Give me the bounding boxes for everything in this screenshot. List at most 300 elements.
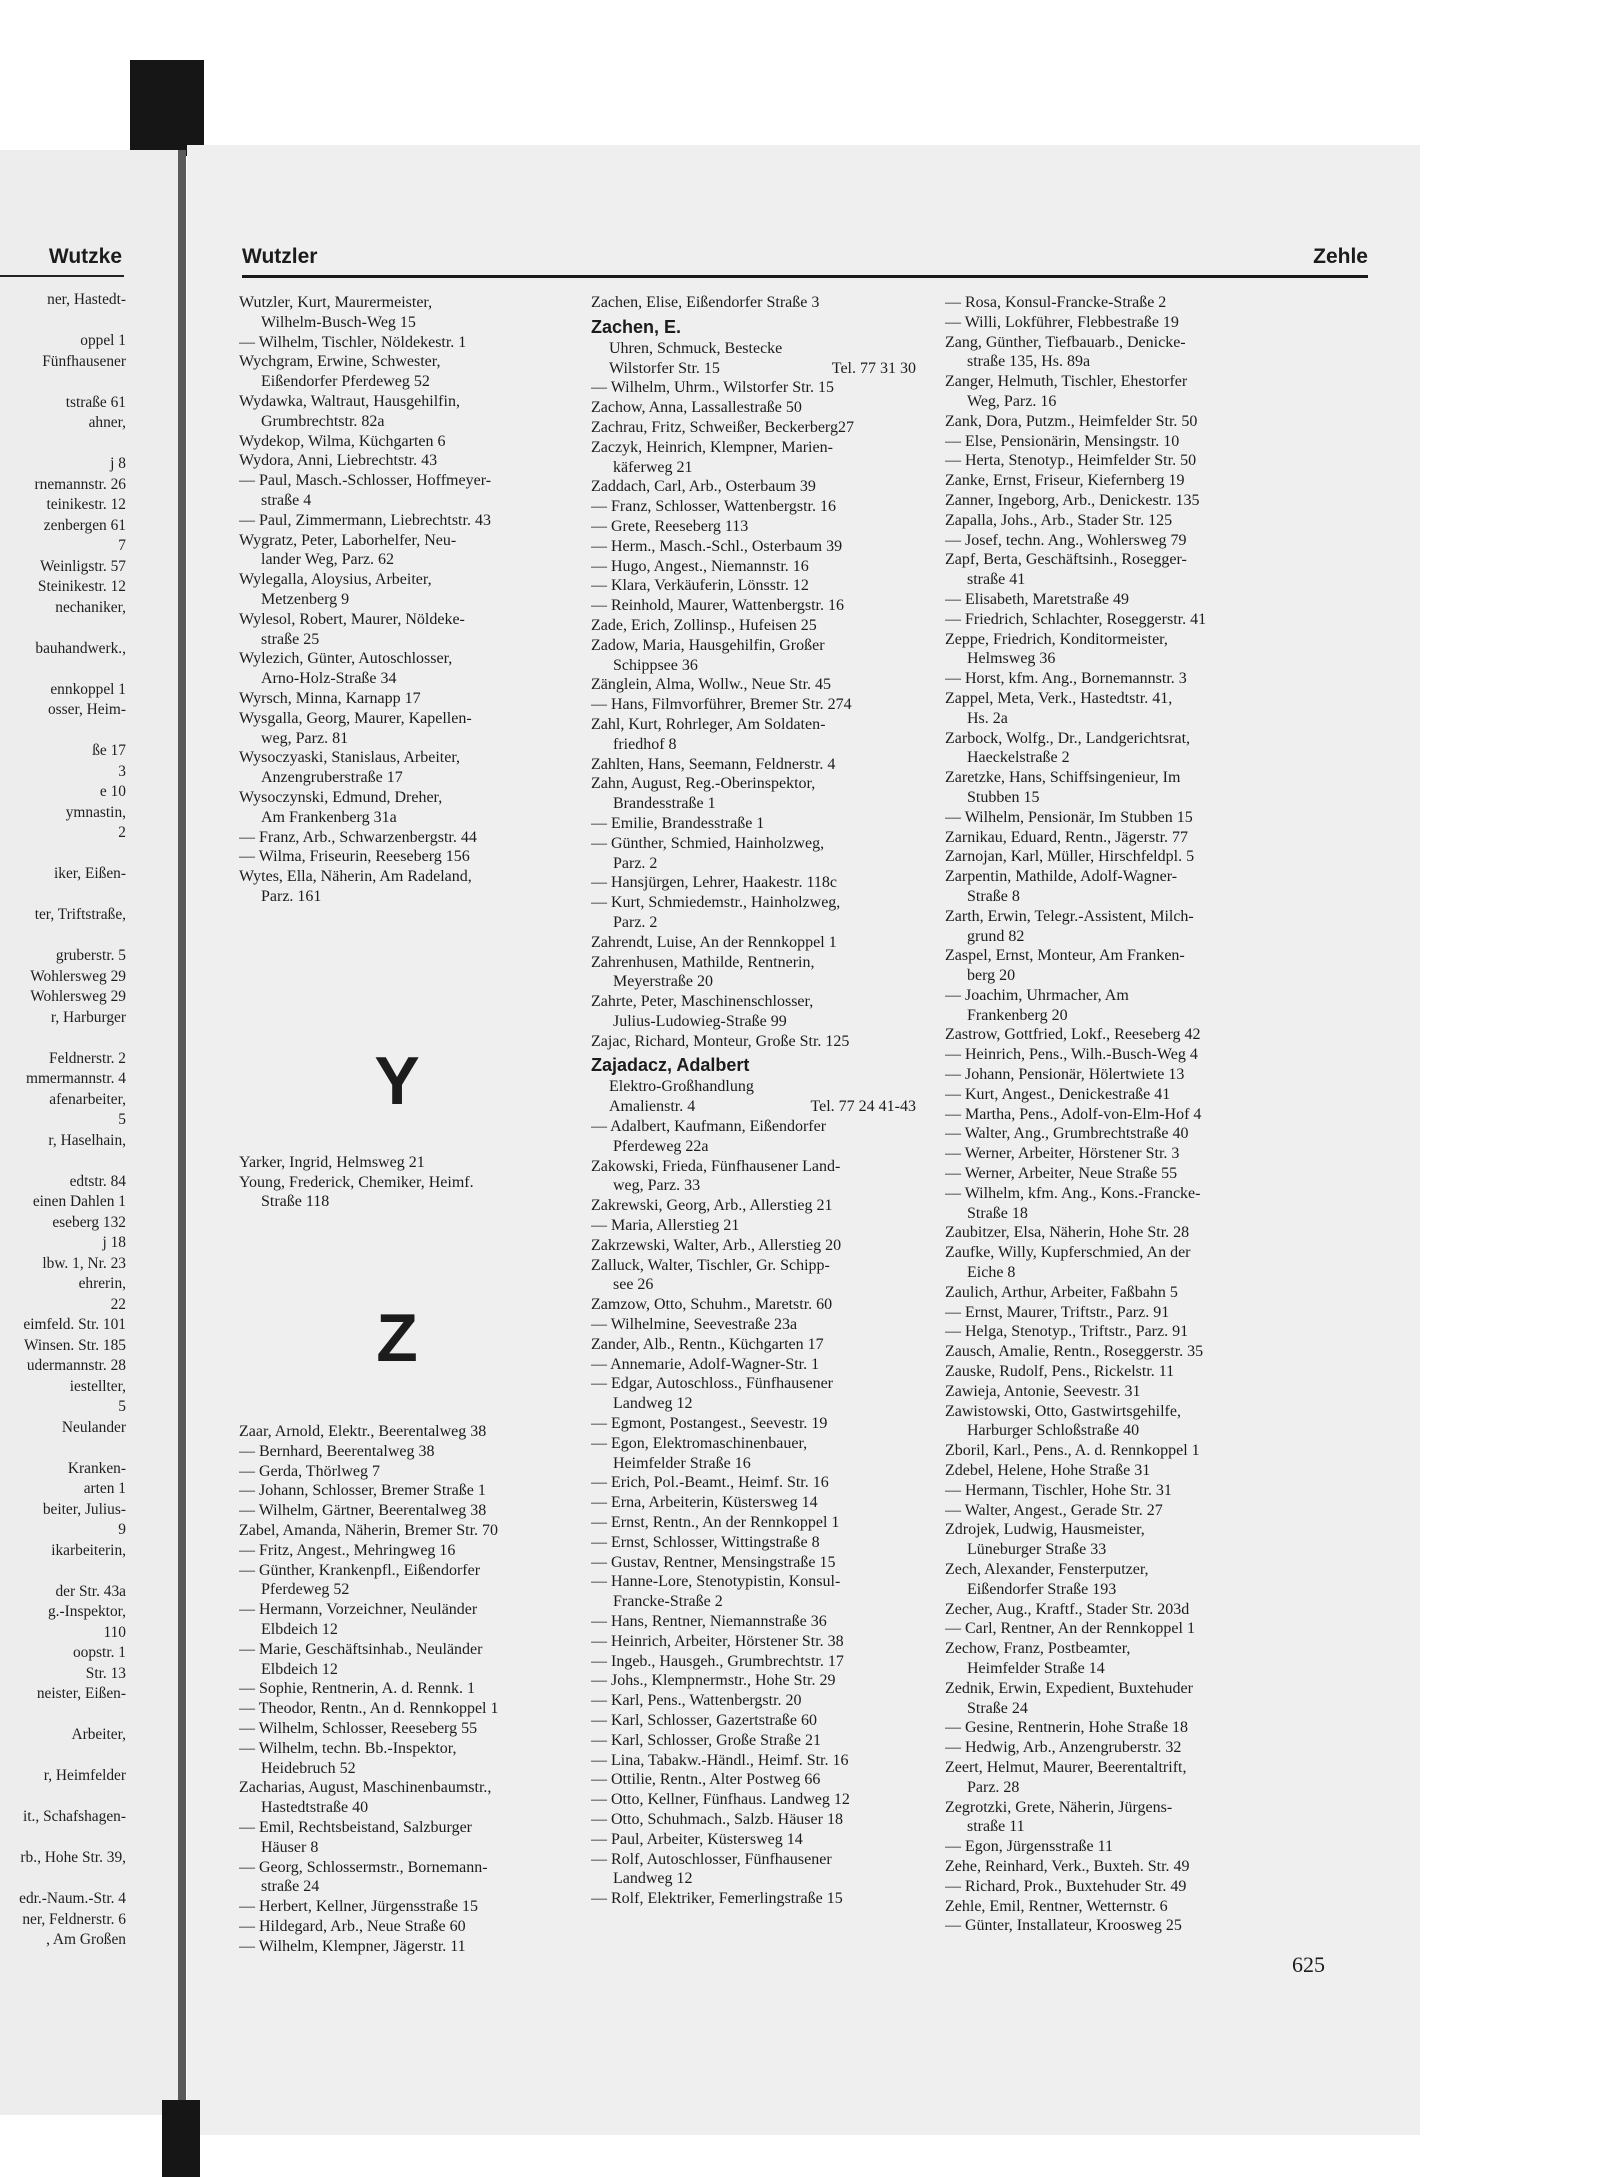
directory-entry: Zaretzke, Hans, Schiffsingenieur, Im (945, 769, 1181, 787)
left-page-strip (0, 150, 182, 2115)
left-page-line: ehrerin, (78, 1275, 126, 1292)
entry-continuation: weg, Parz. 81 (261, 729, 349, 747)
directory-entry: — Rolf, Autoschlosser, Fünfhausener (591, 1850, 832, 1868)
left-page-line: nechaniker, (55, 598, 126, 616)
directory-entry: — Richard, Prok., Buxtehuder Str. 49 (945, 1877, 1187, 1895)
company-name: Zachen, E. (591, 316, 682, 337)
left-page-line: rb., Hohe Str. 39, (20, 1849, 126, 1866)
entry-continuation: friedhof 8 (613, 735, 677, 753)
page-number: 625 (1292, 1952, 1325, 1977)
directory-entry: Zappel, Meta, Verk., Hastedtstr. 41, (945, 689, 1173, 707)
left-page-line: gruberstr. 5 (55, 947, 126, 964)
entry-continuation: Eißendorfer Straße 193 (967, 1580, 1117, 1598)
entry-continuation: Landweg 12 (613, 1395, 693, 1413)
directory-entry: Zahlten, Hans, Seemann, Feldnerstr. 4 (591, 755, 836, 773)
left-page-line (19, 1828, 126, 1849)
company-address: Wilstorfer Str. 15 (609, 359, 720, 377)
directory-entry: — Kurt, Angest., Denickestraße 41 (945, 1085, 1171, 1103)
directory-entry: — Herm., Masch.-Schl., Osterbaum 39 (591, 537, 843, 555)
entry-continuation: Straße 8 (967, 887, 1020, 905)
left-page-line: 9 (118, 1521, 126, 1538)
directory-entry: Wychgram, Erwine, Schwester, (239, 353, 441, 371)
left-page-line: ennkoppel 1 (50, 680, 126, 698)
directory-entry: — Rolf, Elektriker, Femerlingstraße 15 (591, 1890, 843, 1908)
entry-continuation: käferweg 21 (613, 458, 693, 476)
entry-continuation: straße 4 (261, 491, 312, 509)
entry-continuation: straße 41 (967, 571, 1026, 589)
directory-entry: — Wilhelm, kfm. Ang., Kons.-Francke- (945, 1184, 1201, 1202)
directory-entry: Zapalla, Johs., Arb., Stader Str. 125 (945, 511, 1173, 529)
directory-entry: — Wilhelm, techn. Bb.-Inspektor, (239, 1739, 457, 1757)
left-page-line: e 10 (99, 783, 126, 800)
left-page-line (19, 1028, 126, 1049)
left-page-line (19, 434, 126, 455)
left-page-line: ße 17 (92, 742, 126, 759)
left-page-line: 2 (118, 824, 126, 841)
column-1-entries-y (239, 1153, 569, 1212)
left-page-line: 3 (118, 762, 126, 780)
directory-entry: Wydora, Anni, Liebrechtstr. 43 (239, 452, 438, 470)
directory-entry: — Grete, Reeseberg 113 (591, 517, 749, 535)
left-page-line: 110 (103, 1623, 126, 1641)
column-1-entries-w (239, 293, 569, 907)
entry-continuation: Harburger Schloßstraße 40 (967, 1422, 1140, 1440)
left-page-line: udermannstr. 28 (26, 1357, 126, 1374)
directory-entry: Zaspel, Ernst, Monteur, Am Franken- (945, 947, 1185, 965)
left-page-rule (0, 275, 124, 277)
binding-tab-bottom (162, 2100, 200, 2177)
left-page-line: it., Schafshagen- (22, 1808, 126, 1825)
directory-entry: — Erich, Pol.-Beamt., Heimf. Str. 16 (591, 1474, 829, 1492)
directory-entry: Zastrow, Gottfried, Lokf., Reeseberg 42 (945, 1026, 1201, 1044)
entry-continuation: berg 20 (967, 967, 1016, 985)
directory-entry: Zahl, Kurt, Rohrleger, Am Soldaten- (591, 715, 826, 733)
entry-continuation: Julius-Ludowieg-Straße 99 (613, 1012, 787, 1030)
directory-entry: — Johann, Schlosser, Bremer Straße 1 (239, 1482, 486, 1500)
left-page-line (19, 1869, 126, 1890)
directory-entry: — Hermann, Vorzeichner, Neuländer (239, 1601, 478, 1619)
left-page-line: ymnastin, (65, 803, 126, 821)
left-page-line: rnemannstr. 26 (34, 475, 126, 493)
entry-continuation: Straße 118 (261, 1193, 330, 1211)
directory-entry: — Paul, Masch.-Schlosser, Hoffmeyer- (239, 472, 492, 490)
entry-continuation: Wilhelm-Busch-Weg 15 (261, 313, 416, 331)
directory-entry: — Wilhelm, Gärtner, Beerentalweg 38 (239, 1502, 487, 1520)
directory-entry: — Heinrich, Arbeiter, Hörstener Str. 38 (591, 1632, 844, 1650)
company-description: Uhren, Schmuck, Bestecke (609, 339, 783, 357)
entry-continuation: Hs. 2a (967, 709, 1008, 727)
left-page-line (19, 1438, 126, 1459)
directory-entry: Zehe, Reinhard, Verk., Buxteh. Str. 49 (945, 1857, 1190, 1875)
directory-entry: — Reinhold, Maurer, Wattenbergstr. 16 (591, 597, 844, 615)
directory-entry: Zalluck, Walter, Tischler, Gr. Schipp- (591, 1256, 830, 1274)
directory-entry: Wylesol, Robert, Maurer, Nöldeke- (239, 610, 465, 628)
directory-entry: — Carl, Rentner, An der Rennkoppel 1 (945, 1620, 1195, 1638)
directory-entry: Wytes, Ella, Näherin, Am Radeland, (239, 868, 472, 886)
directory-entry: — Emilie, Brandesstraße 1 (591, 814, 765, 832)
directory-entry: Zanner, Ingeborg, Arb., Denickestr. 135 (945, 491, 1200, 509)
entry-continuation: Metzenberg 9 (261, 590, 350, 608)
left-page-line (19, 721, 126, 742)
directory-entry: Zarbock, Wolfg., Dr., Landgerichtsrat, (945, 729, 1191, 747)
directory-entry: — Gustav, Rentner, Mensingstraße 15 (591, 1553, 836, 1571)
directory-entry: Zeert, Helmut, Maurer, Beerentaltrift, (945, 1758, 1187, 1776)
entry-continuation: Straße 18 (967, 1204, 1028, 1222)
directory-entry: — Willi, Lokführer, Flebbestraße 19 (945, 313, 1179, 331)
entry-continuation: Elbdeich 12 (261, 1621, 338, 1639)
directory-entry: Zachen, Elise, Eißendorfer Straße 3 (591, 294, 820, 311)
entry-continuation: Elbdeich 12 (261, 1660, 338, 1678)
company-address-row (591, 1097, 916, 1117)
section-letter-y: Y (374, 1042, 420, 1119)
left-page-line: j 18 (102, 1234, 126, 1251)
directory-entry: Zaubitzer, Elsa, Näherin, Hohe Str. 28 (945, 1224, 1190, 1242)
left-page-line: r, Heimfelder (43, 1767, 126, 1784)
directory-entry: Zdebel, Helene, Hohe Straße 31 (945, 1462, 1151, 1480)
column-1 (239, 293, 569, 1957)
left-page-line: osser, Heim- (47, 701, 126, 718)
directory-entry: — Herbert, Kellner, Jürgensstraße 15 (239, 1898, 478, 1916)
header-left-keyword: Wutzler (242, 245, 318, 268)
left-page-line: teinikestr. 12 (46, 496, 126, 513)
left-page-line: Wohlersweg 29 (30, 967, 126, 985)
company-name: Zajadacz, Adalbert (591, 1055, 750, 1076)
column-spacer (239, 1212, 569, 1298)
left-page-line: edtstr. 84 (69, 1172, 126, 1190)
directory-entry: — Wilhelm, Schlosser, Reeseberg 55 (239, 1720, 478, 1738)
left-page-line: ahner, (88, 414, 126, 431)
directory-entry: Zapf, Berta, Geschäftsinh., Rosegger- (945, 551, 1187, 569)
entry-continuation: Haeckelstraße 2 (967, 749, 1070, 767)
directory-entry: Wysgalla, Georg, Maurer, Kapellen- (239, 709, 472, 727)
left-page-line (19, 1561, 126, 1582)
left-page-line: Arbeiter, (71, 1726, 126, 1743)
directory-entry: — Hedwig, Arb., Anzengruberstr. 32 (945, 1739, 1182, 1757)
left-page-line: der Str. 43a (55, 1582, 126, 1600)
directory-entry: Zboril, Karl., Pens., A. d. Rennkoppel 1 (945, 1442, 1200, 1460)
directory-entry: — Egon, Elektromaschinenbauer, (591, 1434, 808, 1452)
directory-entry: Zechow, Franz, Postbeamter, (945, 1640, 1131, 1658)
directory-entry: — Ingeb., Hausgeh., Grumbrechtstr. 17 (591, 1652, 844, 1670)
directory-entry: — Adalbert, Kaufmann, Eißendorfer (591, 1118, 827, 1136)
directory-entry: Zank, Dora, Putzm., Heimfelder Str. 50 (945, 412, 1198, 430)
directory-entry: Wylezich, Günter, Autoschlosser, (239, 650, 453, 668)
directory-entry: — Wilhelm, Tischler, Nöldekestr. 1 (239, 333, 467, 351)
left-page-line: Wohlersweg 29 (30, 988, 126, 1005)
left-page-line: lbw. 1, Nr. 23 (42, 1254, 126, 1272)
directory-entry: — Gerda, Thörlweg 7 (239, 1462, 380, 1480)
directory-entry: Zade, Erich, Zollinsp., Hufeisen 25 (591, 616, 817, 634)
column-3 (945, 293, 1281, 1936)
entry-continuation: Brandesstraße 1 (613, 795, 716, 813)
entry-continuation: lander Weg, Parz. 62 (261, 551, 395, 569)
entry-continuation: Landweg 12 (613, 1870, 693, 1888)
directory-entry: — Ernst, Rentn., An der Rennkoppel 1 (591, 1514, 840, 1532)
directory-entry: Zech, Alexander, Fensterputzer, (945, 1561, 1149, 1578)
directory-entry: — Wilhelmine, Seevestraße 23a (591, 1316, 798, 1334)
directory-entry: — Friedrich, Schlachter, Roseggerstr. 41 (945, 610, 1207, 628)
column-2 (591, 293, 916, 1909)
directory-entry: — Hansjürgen, Lehrer, Haakestr. 118c (591, 874, 837, 892)
left-page-line: Fünfhausener (42, 352, 126, 370)
entry-continuation: Heimfelder Straße 16 (613, 1454, 751, 1472)
directory-entry: Zaddach, Carl, Arb., Osterbaum 39 (591, 478, 816, 496)
entry-continuation: Helmsweg 36 (967, 650, 1056, 668)
directory-entry: — Paul, Arbeiter, Küstersweg 14 (591, 1830, 803, 1848)
directory-entry: Zacharias, August, Maschinenbaumstr., (239, 1779, 492, 1797)
entry-continuation: Meyerstraße 20 (613, 973, 713, 991)
left-page-line: g.-Inspektor, (47, 1603, 126, 1620)
directory-entry: — Bernhard, Beerentalweg 38 (239, 1442, 435, 1460)
left-page-line: afenarbeiter, (49, 1090, 126, 1108)
directory-entry: — Otto, Schuhmach., Salzb. Häuser 18 (591, 1810, 843, 1828)
directory-entry: — Fritz, Angest., Mehringweg 16 (239, 1541, 456, 1559)
directory-entry: — Else, Pensionärin, Mensingstr. 10 (945, 432, 1180, 450)
directory-entry: Zakowski, Frieda, Fünfhausener Land- (591, 1157, 841, 1175)
left-page-line: einen Dahlen 1 (32, 1193, 126, 1210)
left-page-line (19, 1746, 126, 1767)
directory-entry: — Helga, Stenotyp., Triftstr., Parz. 91 (945, 1323, 1189, 1341)
directory-entry: Zänglein, Alma, Wollw., Neue Str. 45 (591, 676, 832, 694)
directory-entry: — Kurt, Schmiedemstr., Hainholzweg, (591, 894, 841, 912)
entry-continuation: Francke-Straße 2 (613, 1593, 723, 1611)
directory-entry: Zarnikau, Eduard, Rentn., Jägerstr. 77 (945, 828, 1189, 846)
directory-entry: — Wilhelm, Uhrm., Wilstorfer Str. 15 (591, 379, 834, 397)
directory-entry: Zegrotzki, Grete, Näherin, Jürgens- (945, 1798, 1173, 1816)
directory-entry: Zakrzewski, Walter, Arb., Allerstieg 20 (591, 1236, 842, 1254)
directory-entry: — Günter, Installateur, Kroosweg 25 (945, 1917, 1182, 1935)
left-page-line: edr.-Naum.-Str. 4 (19, 1890, 126, 1907)
directory-entry: — Hugo, Angest., Niemannstr. 16 (591, 557, 809, 575)
left-page-line: Steinikestr. 12 (37, 578, 126, 595)
directory-entry: Zakrewski, Georg, Arb., Allerstieg 21 (591, 1197, 833, 1215)
directory-entry: Wygratz, Peter, Laborhelfer, Neu- (239, 531, 457, 549)
directory-entry: Zahrte, Peter, Maschinenschlosser, (591, 993, 814, 1011)
company-address-row (591, 359, 916, 379)
left-page-line: ikarbeiterin, (51, 1541, 126, 1559)
directory-entry: — Joachim, Uhrmacher, Am (945, 986, 1129, 1004)
directory-entry: — Egmont, Postangest., Seevestr. 19 (591, 1415, 828, 1433)
directory-entry: Zahn, August, Reg.-Oberinspektor, (591, 775, 816, 793)
entry-continuation: Eiche 8 (967, 1264, 1016, 1282)
left-page-line: mmermannstr. 4 (25, 1070, 126, 1087)
entry-continuation: Weg, Parz. 16 (967, 392, 1057, 410)
company-telephone: Tel. 77 24 41-43 (810, 1098, 916, 1116)
directory-entry: — Johann, Pensionär, Hölertwiete 13 (945, 1066, 1185, 1084)
directory-entry: Zarnojan, Karl, Müller, Hirschfeldpl. 5 (945, 848, 1195, 866)
directory-entry: Zarpentin, Mathilde, Adolf-Wagner- (945, 868, 1178, 886)
left-page-line: Kranken- (67, 1459, 126, 1477)
left-page-line: neister, Eißen- (36, 1685, 126, 1702)
company-description: Elektro-Großhandlung (609, 1078, 754, 1096)
directory-entry: — Karl, Schlosser, Gazertstraße 60 (591, 1711, 817, 1729)
directory-entry: — Werner, Arbeiter, Hörstener Str. 3 (945, 1145, 1180, 1163)
entry-continuation: Parz. 2 (613, 913, 658, 931)
directory-entry: — Maria, Allerstieg 21 (591, 1217, 740, 1235)
directory-entry: Wydekop, Wilma, Küchgarten 6 (239, 432, 446, 450)
entry-continuation: straße 11 (967, 1818, 1025, 1836)
directory-entry: Zaulich, Arthur, Arbeiter, Faßbahn 5 (945, 1283, 1178, 1301)
directory-entry: — Lina, Tabakw.-Händl., Heimf. Str. 16 (591, 1751, 849, 1769)
directory-entry: — Rosa, Konsul-Francke-Straße 2 (945, 294, 1167, 311)
column-spacer (239, 907, 569, 1041)
left-page-line: r, Haselhain, (48, 1131, 126, 1149)
left-page-line: Str. 13 (85, 1664, 126, 1682)
left-page-line: ner, Feldnerstr. 6 (22, 1910, 126, 1928)
entry-continuation: straße 24 (261, 1878, 320, 1896)
left-page-line (19, 844, 126, 865)
directory-entry: — Sophie, Rentnerin, A. d. Rennk. 1 (239, 1680, 475, 1698)
directory-entry: — Georg, Schlossermstr., Bornemann- (239, 1858, 488, 1876)
left-page-line: Weinligstr. 57 (40, 557, 126, 575)
directory-entry: — Ernst, Schlosser, Wittingstraße 8 (591, 1533, 820, 1551)
entry-continuation: Parz. 161 (261, 887, 322, 905)
section-letter-z: Z (376, 1300, 418, 1377)
directory-entry: — Hanne-Lore, Stenotypistin, Konsul- (591, 1573, 841, 1591)
left-page-line: bauhandwerk., (35, 639, 126, 657)
directory-entry: Zausch, Amalie, Rentn., Roseggerstr. 35 (945, 1343, 1204, 1361)
directory-entry: Zawistowski, Otto, Gastwirtsgehilfe, (945, 1402, 1181, 1420)
book-spine (178, 150, 186, 2115)
left-page-line (19, 1151, 126, 1172)
directory-entry: — Elisabeth, Maretstraße 49 (945, 590, 1129, 608)
left-page-line: eseberg 132 (52, 1213, 126, 1231)
left-page-line: iestellter, (69, 1377, 126, 1395)
left-page-line: , Am Großen (46, 1931, 126, 1948)
directory-entry: — Günther, Schmied, Hainholzweg, (591, 834, 825, 852)
directory-entry: Zaczyk, Heinrich, Klempner, Marien- (591, 438, 833, 456)
entry-continuation: Pferdeweg 52 (261, 1581, 350, 1599)
directory-entry: — Erna, Arbeiterin, Küstersweg 14 (591, 1494, 818, 1512)
directory-entry: Wylegalla, Aloysius, Arbeiter, (239, 571, 432, 589)
entry-continuation: Häuser 8 (261, 1838, 319, 1856)
header-right-keyword: Zehle (1313, 245, 1368, 268)
directory-entry: Zehle, Emil, Rentner, Wetternstr. 6 (945, 1897, 1168, 1915)
directory-entry: — Emil, Rechtsbeistand, Salzburger (239, 1819, 472, 1837)
entry-continuation: Eißendorfer Pferdeweg 52 (261, 373, 430, 391)
directory-entry: Wysoczynski, Edmund, Dreher, (239, 788, 443, 806)
directory-entry: Zabel, Amanda, Näherin, Bremer Str. 70 (239, 1522, 499, 1540)
company-address: Amalienstr. 4 (609, 1098, 696, 1116)
left-page-line: zenbergen 61 (43, 516, 126, 534)
left-page-line: Neulander (61, 1418, 126, 1436)
directory-entry: — Johs., Klempnermstr., Hohe Str. 29 (591, 1672, 836, 1690)
left-page-line: tstraße 61 (65, 393, 126, 411)
directory-entry: — Paul, Zimmermann, Liebrechtstr. 43 (239, 511, 491, 529)
directory-entry: Zawieja, Antonie, Seevestr. 31 (945, 1382, 1141, 1400)
left-page-line (19, 1705, 126, 1726)
directory-entry: — Karl, Pens., Wattenbergstr. 20 (591, 1692, 802, 1710)
directory-entry: — Klara, Verkäuferin, Lönsstr. 12 (591, 577, 809, 595)
column-spacer (239, 1121, 569, 1153)
entry-continuation: Arno-Holz-Straße 34 (261, 670, 397, 688)
directory-entry: — Werner, Arbeiter, Neue Straße 55 (945, 1165, 1178, 1183)
directory-page (187, 145, 1420, 2135)
directory-entry: — Annemarie, Adolf-Wagner-Str. 1 (591, 1355, 820, 1373)
left-page-line: 22 (110, 1295, 126, 1313)
entry-continuation: Anzengruberstraße 17 (261, 769, 403, 787)
directory-entry: — Josef, techn. Ang., Wohlersweg 79 (945, 531, 1187, 549)
directory-entry: — Martha, Pens., Adolf-von-Elm-Hof 4 (945, 1105, 1202, 1123)
left-page-line (19, 659, 126, 680)
left-page-line: ner, Hastedt- (47, 291, 126, 308)
directory-entry: — Hermann, Tischler, Hohe Str. 31 (945, 1481, 1172, 1499)
left-page-line (19, 885, 126, 906)
entry-continuation: straße 135, Hs. 89a (967, 353, 1091, 371)
directory-entry: — Wilhelm, Pensionär, Im Stubben 15 (945, 808, 1193, 826)
directory-entry: — Ernst, Maurer, Triftstr., Parz. 91 (945, 1303, 1170, 1321)
directory-entry: Zander, Alb., Rentn., Küchgarten 17 (591, 1335, 824, 1353)
left-page-line: oppel 1 (80, 332, 126, 349)
column-spacer (239, 1378, 569, 1422)
directory-entry: — Hans, Rentner, Niemannstraße 36 (591, 1613, 827, 1630)
entry-continuation: Heimfelder Straße 14 (967, 1659, 1105, 1677)
directory-entry: Zachow, Anna, Lassallestraße 50 (591, 399, 802, 417)
directory-entry: — Ottilie, Rentn., Alter Postweg 66 (591, 1771, 821, 1789)
directory-entry: Zajac, Richard, Monteur, Große Str. 125 (591, 1032, 850, 1050)
entry-continuation: Frankenberg 20 (967, 1006, 1068, 1024)
directory-entry: — Egon, Jürgensstraße 11 (945, 1838, 1113, 1856)
directory-entry: — Horst, kfm. Ang., Bornemannstr. 3 (945, 670, 1187, 688)
directory-entry: Wydawka, Waltraut, Hausgehilfin, (239, 392, 460, 410)
left-page-line: r, Harburger (50, 1008, 126, 1026)
directory-entry: — Theodor, Rentn., An d. Rennkoppel 1 (239, 1700, 499, 1718)
directory-entry: — Franz, Schlosser, Wattenbergstr. 16 (591, 498, 836, 516)
header-rule (242, 275, 1368, 278)
left-page-header: Wutzke (48, 245, 122, 268)
directory-entry: Zahrendt, Luise, An der Rennkoppel 1 (591, 933, 837, 951)
left-page-line: 5 (118, 1111, 126, 1128)
entry-continuation: grund 82 (967, 927, 1025, 945)
left-page-line (19, 372, 126, 393)
column-1-entries-z (239, 1422, 569, 1957)
left-page-line: Winsen. Str. 185 (24, 1336, 126, 1354)
left-page-line: j 8 (110, 455, 126, 472)
directory-entry: Zachrau, Fritz, Schweißer, Beckerberg27 (591, 418, 854, 436)
left-page-line: Feldnerstr. 2 (49, 1049, 126, 1067)
directory-entry: Zaufke, Willy, Kupferschmied, An der (945, 1244, 1191, 1262)
directory-entry: Zang, Günther, Tiefbauarb., Denicke- (945, 333, 1186, 351)
entry-continuation: Stubben 15 (967, 788, 1040, 806)
left-page-line (19, 926, 126, 947)
directory-entry: Zadow, Maria, Hausgehilfin, Großer (591, 636, 825, 654)
directory-entry: Zeppe, Friedrich, Konditormeister, (945, 630, 1168, 648)
company-telephone: Tel. 77 31 30 (831, 359, 916, 377)
entry-continuation: Pferdeweg 22a (613, 1137, 709, 1155)
directory-entry: — Walter, Angest., Gerade Str. 27 (945, 1501, 1163, 1519)
directory-entry: Wysoczyaski, Stanislaus, Arbeiter, (239, 749, 461, 767)
left-page-line: ter, Triftstraße, (34, 906, 126, 923)
entry-continuation: Parz. 2 (613, 854, 658, 872)
directory-entry: — Wilma, Friseurin, Reeseberg 156 (239, 848, 470, 866)
left-page-line: oopstr. 1 (72, 1644, 126, 1661)
entry-continuation: Grumbrechtstr. 82a (261, 412, 385, 430)
directory-entry: — Wilhelm, Klempner, Jägerstr. 11 (239, 1937, 466, 1955)
directory-entry: Wutzler, Kurt, Maurermeister, (239, 294, 433, 311)
directory-entry: — Gesine, Rentnerin, Hohe Straße 18 (945, 1719, 1189, 1737)
left-page-line (19, 618, 126, 639)
directory-entry: — Otto, Kellner, Fünfhaus. Landweg 12 (591, 1791, 850, 1809)
entry-continuation: Straße 24 (967, 1699, 1028, 1717)
left-page-line: beiter, Julius- (42, 1500, 126, 1518)
directory-entry: — Heinrich, Pens., Wilh.-Busch-Weg 4 (945, 1046, 1198, 1064)
entry-continuation: Heidebruch 52 (261, 1759, 356, 1777)
directory-entry: — Edgar, Autoschloss., Fünfhausener (591, 1375, 833, 1393)
directory-entry: Young, Frederick, Chemiker, Heimf. (239, 1173, 474, 1191)
entry-continuation: weg, Parz. 33 (613, 1177, 701, 1195)
directory-entry: Zednik, Erwin, Expedient, Buxtehuder (945, 1679, 1193, 1697)
directory-entry: — Hans, Filmvorführer, Bremer Str. 274 (591, 696, 852, 714)
